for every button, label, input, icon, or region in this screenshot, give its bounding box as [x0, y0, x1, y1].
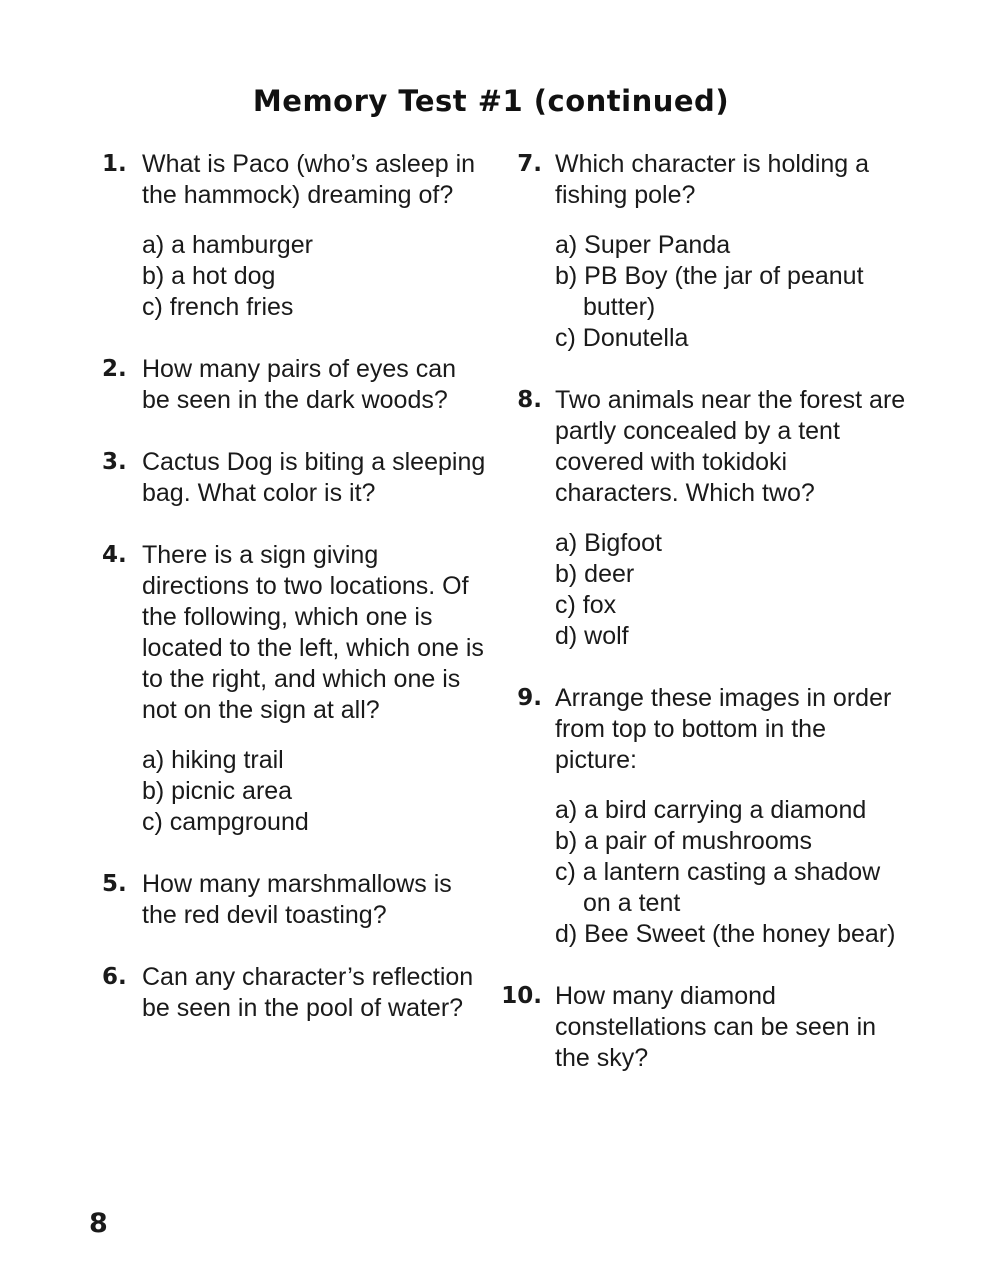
answer-option: c) campground — [142, 808, 309, 836]
question-text: Arrange these images in order from top to bottom in the picture: — [555, 684, 892, 774]
question-text: How many diamond constellations can be seen in the sky? — [555, 982, 877, 1072]
question-2 — [100, 354, 490, 416]
answer-options — [555, 528, 910, 652]
question-number: 2. — [102, 356, 127, 382]
question-text: There is a sign giving directions to two locations. Of the following, which one is located to the left, which one is to the right, and which one is not on the sign at all? — [142, 541, 484, 724]
right-column — [500, 149, 910, 1105]
question-text: How many marshmallows is the red devil toasting? — [142, 870, 452, 929]
answer-option: c) french fries — [142, 293, 294, 321]
question-number: 9. — [517, 685, 542, 711]
question-number: 8. — [517, 387, 542, 413]
question-4 — [100, 540, 490, 838]
question-number: 10. — [501, 983, 542, 1009]
question-number: 1. — [102, 151, 127, 177]
question-8 — [500, 385, 910, 652]
page-title: Memory Test #1 (continued) — [252, 84, 730, 118]
question-text: Two animals near the forest are partly concealed by a tent covered with tokidoki characters. Which two? — [555, 386, 906, 507]
answer-option: d) wolf — [555, 622, 629, 650]
page-number: 8 — [89, 1208, 108, 1239]
answer-options — [555, 230, 910, 354]
question-number: 4. — [102, 542, 127, 568]
question-5 — [100, 869, 490, 931]
answer-option: c) Donutella — [555, 324, 689, 352]
question-text: Can any character’s reflection be seen in the pool of water? — [142, 963, 474, 1022]
answer-option: b) PB Boy (the jar of peanut butter) — [555, 262, 864, 321]
answer-option: a) Bigfoot — [555, 529, 663, 557]
answer-option: c) fox — [555, 591, 617, 619]
question-text: How many pairs of eyes can be seen in the dark woods? — [142, 355, 457, 414]
question-number: 3. — [102, 449, 127, 475]
answer-option: a) a bird carrying a diamond — [555, 796, 867, 824]
question-1 — [100, 149, 490, 323]
question-6 — [100, 962, 490, 1024]
answer-option: a) a hamburger — [142, 231, 313, 259]
answer-option: b) a pair of mushrooms — [555, 827, 813, 855]
question-text: Cactus Dog is biting a sleeping bag. What color is it? — [142, 448, 486, 507]
answer-option: d) Bee Sweet (the honey bear) — [555, 920, 896, 948]
answer-option: b) picnic area — [142, 777, 293, 805]
question-10 — [500, 981, 910, 1074]
question-9 — [500, 683, 910, 950]
question-text: What is Paco (who’s asleep in the hammock) dreaming of? — [142, 150, 476, 209]
left-column — [100, 149, 490, 1055]
answer-options — [555, 795, 910, 950]
answer-option: b) deer — [555, 560, 635, 588]
question-text: Which character is holding a fishing pole? — [555, 150, 870, 209]
question-3 — [100, 447, 490, 509]
answer-option: b) a hot dog — [142, 262, 276, 290]
answer-options — [142, 745, 490, 838]
answer-options — [142, 230, 490, 323]
question-number: 7. — [517, 151, 542, 177]
question-7 — [500, 149, 910, 354]
answer-option: c) a lantern casting a shadow on a tent — [555, 858, 881, 917]
question-number: 6. — [102, 964, 127, 990]
question-number: 5. — [102, 871, 127, 897]
answer-option: a) hiking trail — [142, 746, 284, 774]
answer-option: a) Super Panda — [555, 231, 731, 259]
